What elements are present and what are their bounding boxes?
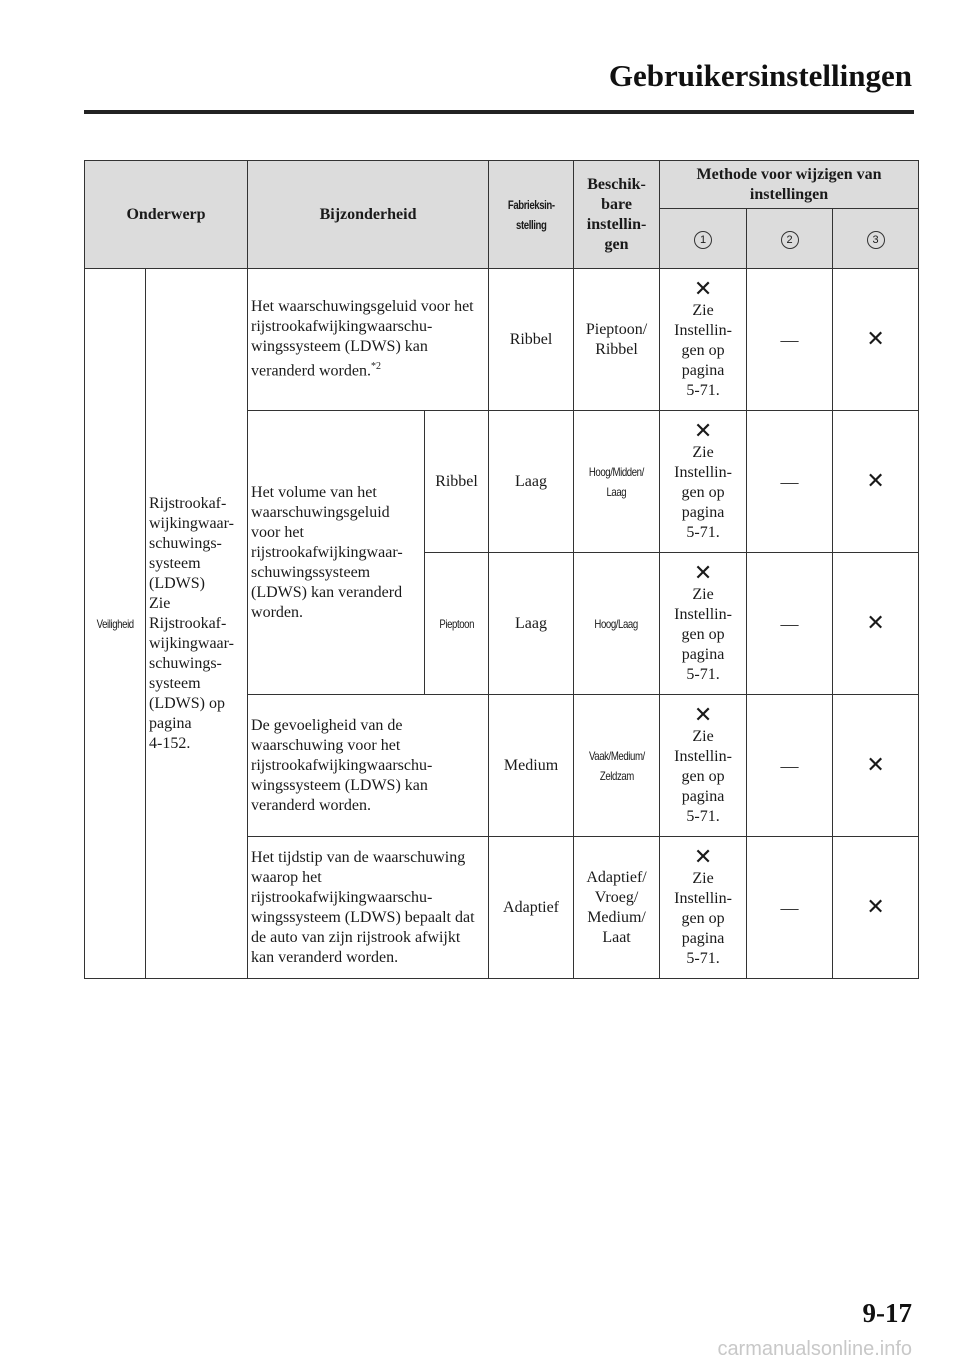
topic-label: Rijstrookaf- wijkingwaar- schuwings- systeem (LDWS) Zie Rijstrookaf- wijkingwaar- schuwings- systeem (LDWS) op pagina 4-152. xyxy=(146,269,248,979)
method-2-value: — xyxy=(747,411,833,553)
factory-value: Ribbel xyxy=(489,269,574,411)
sub-option: Pieptoon xyxy=(439,616,474,631)
method-2-value: — xyxy=(747,553,833,695)
available-values: Adaptief/ Vroeg/ Medium/ Laat xyxy=(574,837,660,979)
available-values: Hoog/Midden/ Laag xyxy=(589,464,645,499)
method-2-value: — xyxy=(747,837,833,979)
page-title: Gebruikersinstellingen xyxy=(608,58,912,93)
x-mark-icon: ✕ xyxy=(693,844,713,870)
method-3-icon: 3 xyxy=(867,231,885,249)
detail-text: Het volume van het waarschuwingsgeluid voor het rijstrookafwijkingwaar-schuwingssysteem (LDWS) kan veranderd worden. xyxy=(248,411,425,695)
x-mark-icon: ✕ xyxy=(866,752,885,778)
method-2-icon: 2 xyxy=(781,231,799,249)
x-mark-icon: ✕ xyxy=(693,418,713,444)
watermark: carmanualsonline.info xyxy=(717,1338,912,1360)
footnote: *2 xyxy=(370,361,381,373)
settings-table xyxy=(84,160,919,979)
available-values: Pieptoon/ Ribbel xyxy=(574,269,660,411)
table-row xyxy=(85,269,919,411)
method-2-value: — xyxy=(747,269,833,411)
x-mark-icon: ✕ xyxy=(866,610,885,636)
method-1-note: Zie Instellin- gen op pagina 5-71. xyxy=(674,443,732,541)
x-mark-icon: ✕ xyxy=(866,468,885,494)
section-label: Veiligheid xyxy=(96,616,134,631)
available-values: Vaak/Medium/ Zeldzam xyxy=(588,748,645,783)
header-fabrieksinstelling: Fabrieksin- stelling xyxy=(507,197,555,232)
x-mark-icon: ✕ xyxy=(866,894,885,920)
detail-text: De gevoeligheid van de waarschuwing voor het rijstrookafwijkingwaarschu-wingssysteem (LDWS) kan veranderd worden. xyxy=(248,695,489,837)
header-bijzonderheid: Bijzonderheid xyxy=(248,161,489,269)
method-1-note: Zie Instellin- gen op pagina 5-71. xyxy=(674,869,732,967)
page-number: 9-17 xyxy=(862,1298,912,1328)
method-1-icon: 1 xyxy=(694,231,712,249)
factory-value: Laag xyxy=(489,553,574,695)
factory-value: Medium xyxy=(489,695,574,837)
x-mark-icon: ✕ xyxy=(693,560,713,586)
header-methode: Methode voor wijzigen van instellingen xyxy=(660,161,919,209)
header-rule xyxy=(84,110,914,114)
x-mark-icon: ✕ xyxy=(693,276,713,302)
method-1-note: Zie Instellin- gen op pagina 5-71. xyxy=(674,585,732,683)
detail-text: Het tijdstip van de waarschuwing waarop het rijstrookafwijkingwaarschu-wingssysteem (LDWS) bepaalt dat de auto van zijn rijstrook afwijkt kan veranderd worden. xyxy=(248,837,489,979)
factory-value: Laag xyxy=(489,411,574,553)
method-2-value: — xyxy=(747,695,833,837)
available-values: Hoog/Laag xyxy=(594,616,639,631)
header-onderwerp: Onderwerp xyxy=(85,161,248,269)
x-mark-icon: ✕ xyxy=(866,326,885,352)
sub-option: Ribbel xyxy=(425,411,489,553)
method-1-note: Zie Instellin- gen op pagina 5-71. xyxy=(674,727,732,825)
method-1-note: Zie Instellin- gen op pagina 5-71. xyxy=(674,301,732,399)
header-beschikbare: Beschik- bare instellin- gen xyxy=(574,161,660,269)
detail-text: Het waarschuwingsgeluid voor het rijstrookafwijkingwaarschu-wingssysteem (LDWS) kan veranderd worden. xyxy=(251,298,474,380)
factory-value: Adaptief xyxy=(489,837,574,979)
x-mark-icon: ✕ xyxy=(693,702,713,728)
